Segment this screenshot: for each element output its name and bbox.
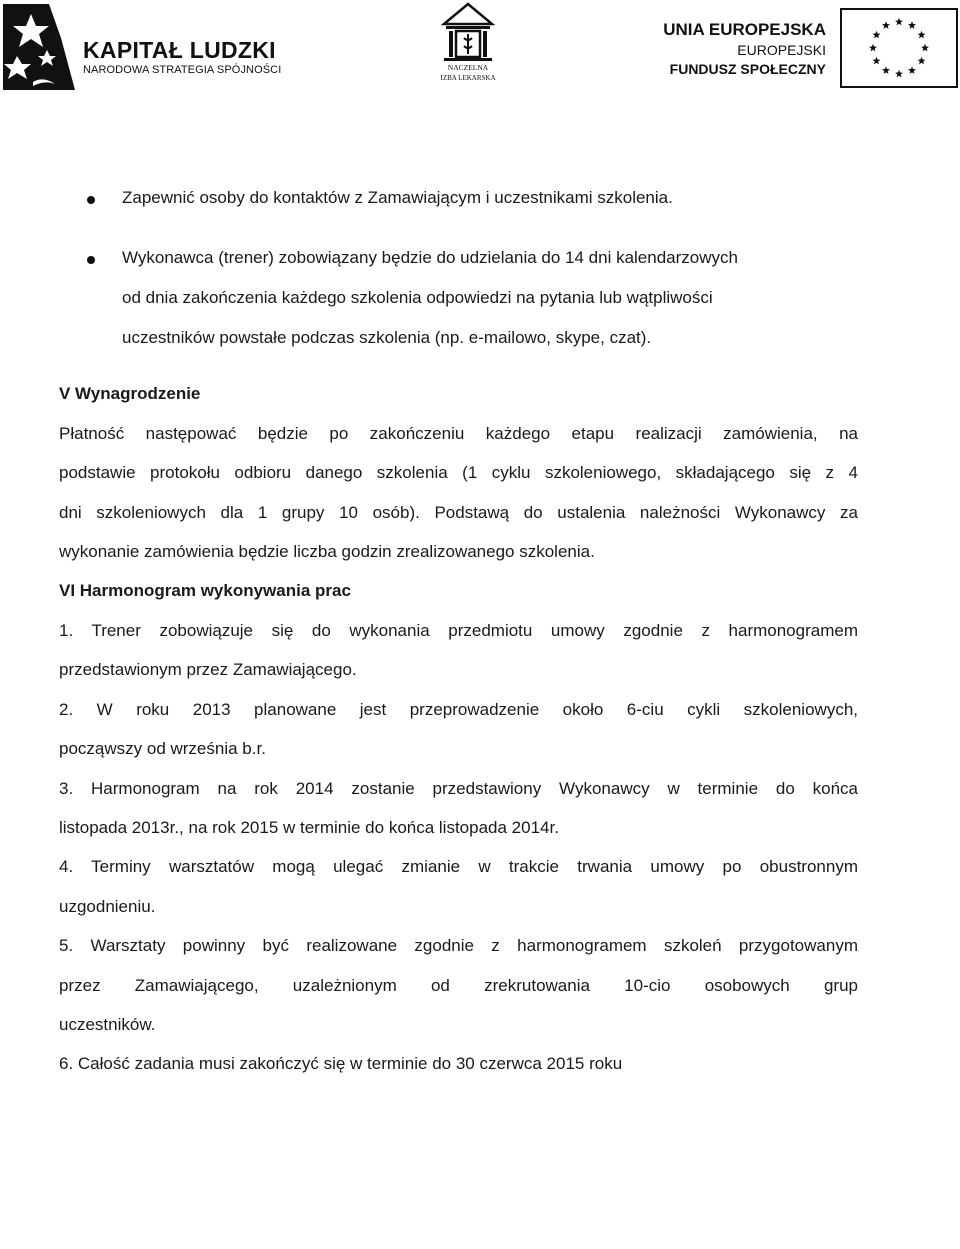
eu-title: UNIA EUROPEJSKA xyxy=(663,20,826,39)
nil-text-line2: IZBA LEKARSKA xyxy=(440,74,496,82)
schedule-item-1-line-1: 1. Trener zobowiązuje się do wykonania przedmiotu umowy zgodnie z harmonogramem xyxy=(59,621,858,640)
bullet-icon xyxy=(87,196,95,204)
kapital-ludzki-title: KAPITAŁ LUDZKI xyxy=(83,37,276,63)
naczelna-izba-lekarska-logo xyxy=(440,2,496,84)
schedule-item-4-line-2: uzgodnieniu. xyxy=(59,897,156,916)
eu-subtitle-2: FUNDUSZ SPOŁECZNY xyxy=(669,61,826,77)
section5-line: dni szkoleniowych dla 1 grupy 10 osób). Podstawą do ustalenia należności Wykonawcy za xyxy=(59,503,858,522)
schedule-item-2-line-2: począwszy od września b.r. xyxy=(59,739,266,758)
section5-line: wykonanie zamówienia będzie liczba godzin zrealizowanego szkolenia. xyxy=(59,542,595,561)
schedule-item-3-line-2: listopada 2013r., na rok 2015 w terminie do końca listopada 2014r. xyxy=(59,818,559,837)
schedule-item-5-line-3: uczestników. xyxy=(59,1015,156,1034)
section5-line: Płatność następować będzie po zakończeniu każdego etapu realizacji zamówienia, na xyxy=(59,424,858,443)
bullet-item-2-line-2: od dnia zakończenia każdego szkolenia odpowiedzi na pytania lub wątpliwości xyxy=(122,288,713,307)
schedule-item-4-line-1: 4. Terminy warsztatów mogą ulegać zmianie w trakcie trwania umowy po obustronnym xyxy=(59,857,858,876)
bullet-item-1: Zapewnić osoby do kontaktów z Zamawiającym i uczestnikami szkolenia. xyxy=(122,188,673,207)
eu-subtitle-1: EUROPEJSKI xyxy=(737,42,826,58)
nil-text-line1: NACZELNA xyxy=(447,63,489,72)
schedule-item-1-line-2: przedstawionym przez Zamawiającego. xyxy=(59,660,357,679)
kapital-ludzki-subtitle: NARODOWA STRATEGIA SPÓJNOŚCI xyxy=(83,64,282,76)
eu-logo xyxy=(663,8,958,90)
kapital-ludzki-logo xyxy=(3,4,303,90)
kapital-ludzki-mark-icon xyxy=(3,4,75,90)
schedule-item-5-line-1: 5. Warsztaty powinny być realizowane zgodnie z harmonogramem szkoleń przygotowanym xyxy=(59,936,858,955)
section-heading-wynagrodzenie: V Wynagrodzenie xyxy=(59,384,201,403)
page-header xyxy=(0,0,960,100)
bullet-item-2-line-1: Wykonawca (trener) zobowiązany będzie do udzielania do 14 dni kalendarzowych xyxy=(122,248,738,267)
eu-flag-icon xyxy=(840,8,958,88)
schedule-item-3-line-1: 3. Harmonogram na rok 2014 zostanie przedstawiony Wykonawcy w terminie do końca xyxy=(59,779,858,798)
bullet-icon xyxy=(87,256,95,264)
bullet-item-2-line-3: uczestników powstałe podczas szkolenia (np. e-mailowo, skype, czat). xyxy=(122,328,652,347)
schedule-item-6-line-1: 6. Całość zadania musi zakończyć się w terminie do 30 czerwca 2015 roku xyxy=(59,1054,623,1073)
schedule-item-5-line-2: przez Zamawiającego, uzależnionym od zrekrutowania 10-cio osobowych grup xyxy=(59,976,858,995)
section5-line: podstawie protokołu odbioru danego szkolenia (1 cyklu szkoleniowego, składającego się z 4 xyxy=(59,463,858,482)
section-heading-harmonogram: VI Harmonogram wykonywania prac xyxy=(59,581,351,600)
schedule-item-2-line-1: 2. W roku 2013 planowane jest przeprowadzenie około 6-ciu cykli szkoleniowych, xyxy=(59,700,858,719)
